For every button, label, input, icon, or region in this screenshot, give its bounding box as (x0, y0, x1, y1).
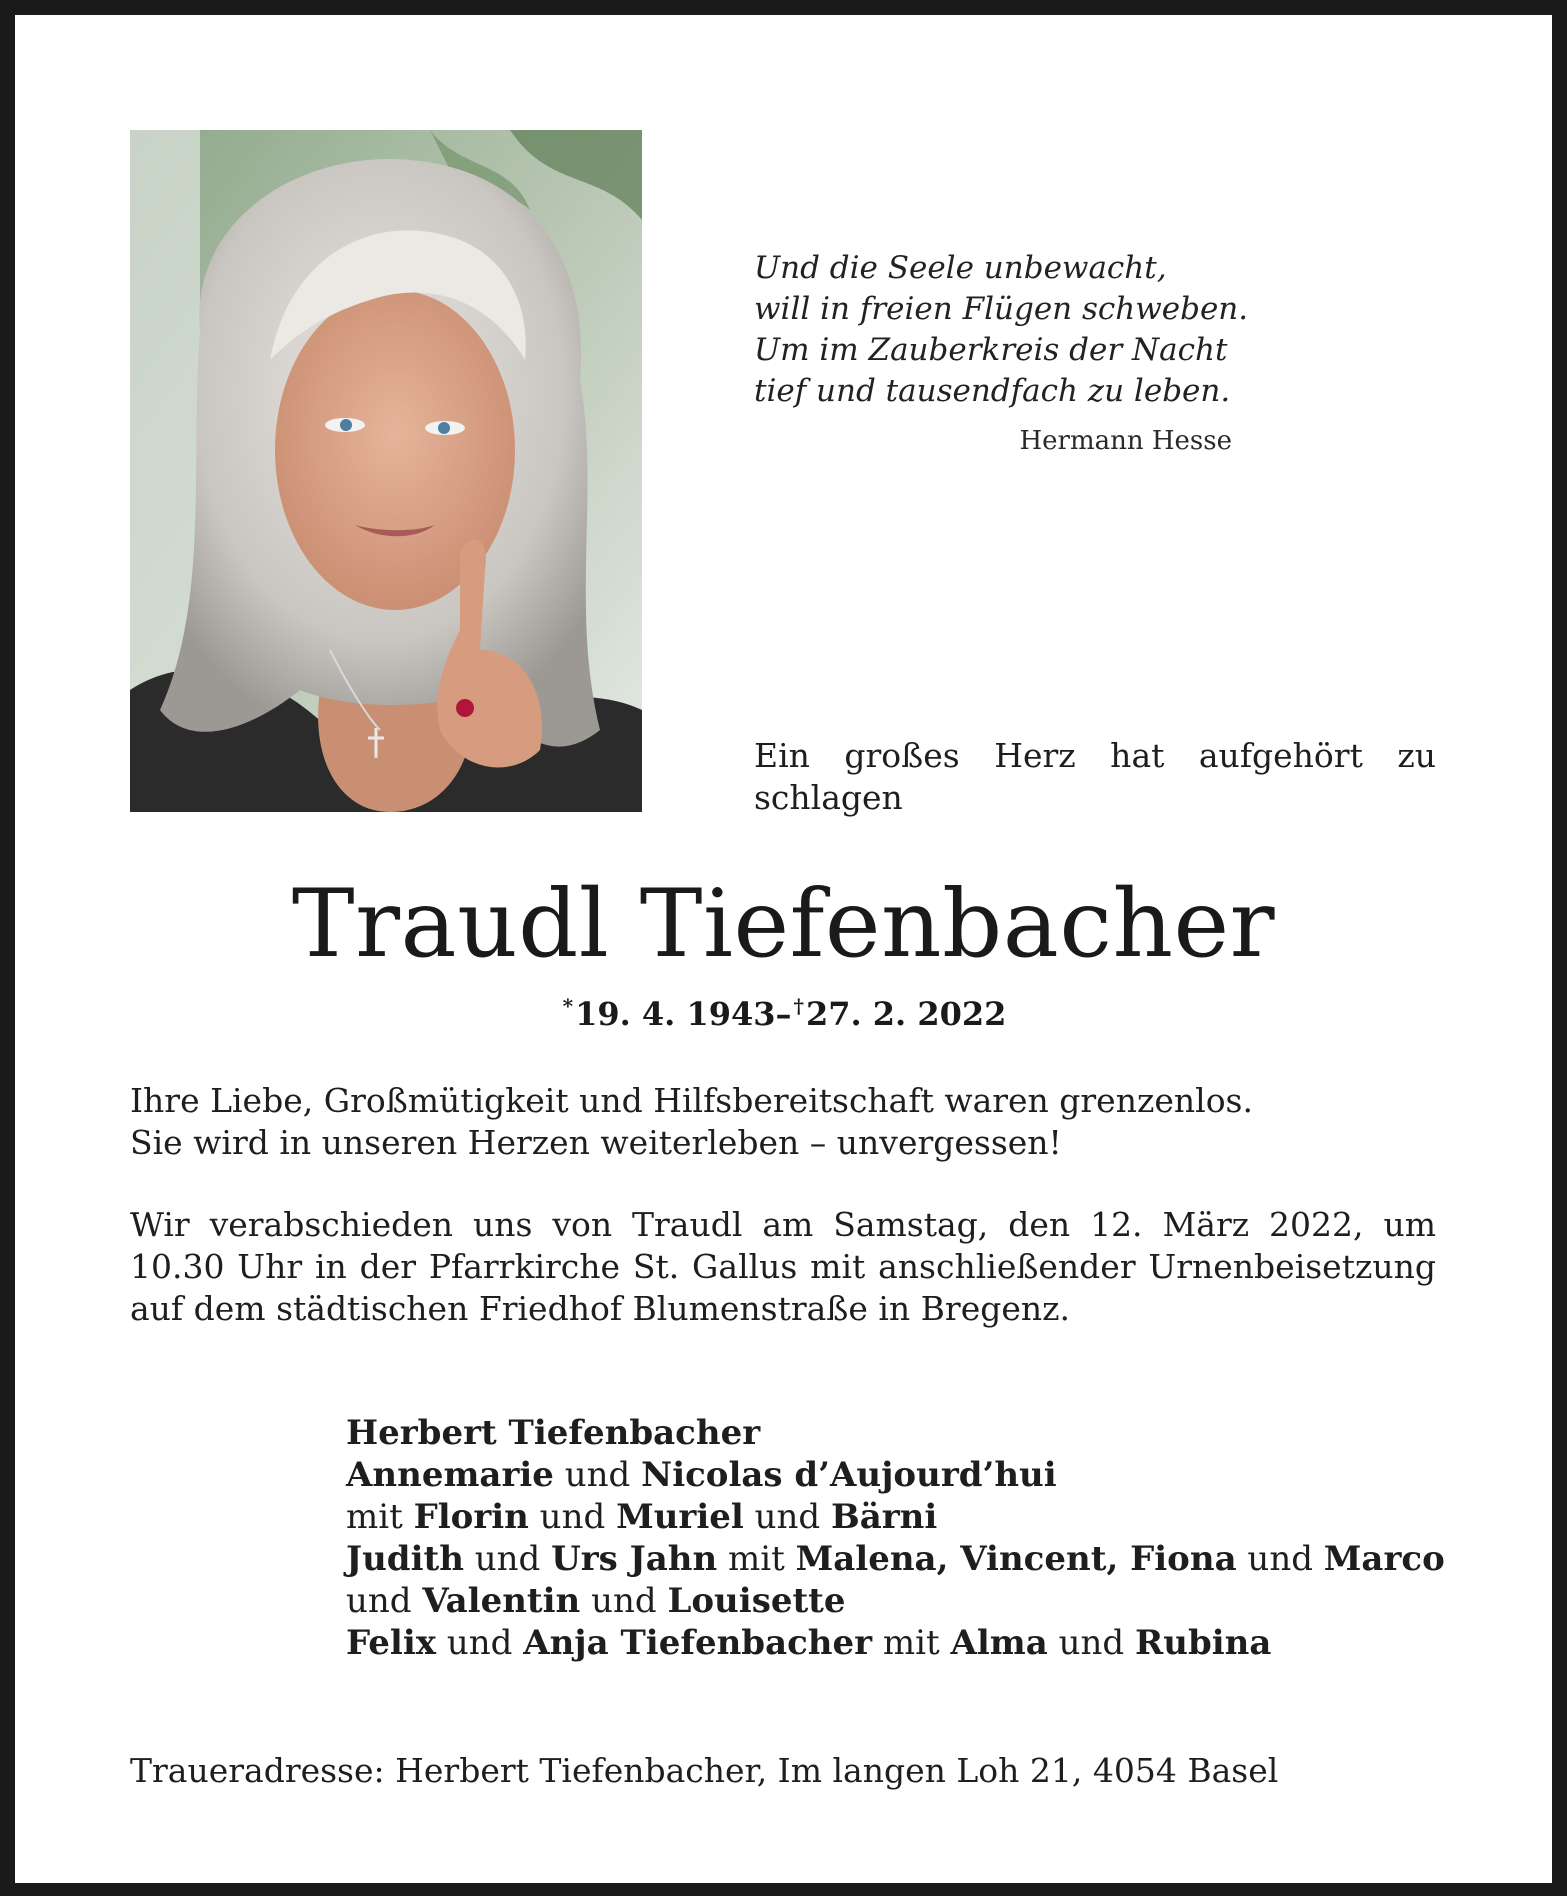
mourner-name: Herbert Tiefenbacher (346, 1413, 761, 1453)
mourners-line (346, 1622, 1446, 1664)
heart-text: Ein großes Herz hat aufgehört zu schlagen (754, 736, 1436, 817)
connector: und (436, 1623, 524, 1663)
mourners-line (346, 1538, 1446, 1580)
connector: und (463, 1539, 552, 1579)
mourners-line (346, 1454, 1446, 1496)
connector: und (553, 1455, 642, 1495)
mourner-name: Judith (346, 1539, 464, 1579)
poem-quote (754, 248, 1274, 456)
mourner-name: Bärni (830, 1497, 938, 1537)
quote-line: tief und tausendfach zu leben. (754, 373, 1231, 409)
deceased-name: Traudl Tiefenbacher (291, 870, 1276, 979)
quote-line: Und die Seele unbewacht, (754, 250, 1167, 286)
connector: und (1047, 1623, 1135, 1663)
mourner-name: Muriel (616, 1497, 744, 1537)
mourner-name: Nicolas d’Aujourd’hui (641, 1455, 1057, 1495)
date-dash: – (775, 995, 792, 1033)
tribute-line: Sie wird in unseren Herzen weiterleben – unvergessen! (130, 1123, 1062, 1162)
birth-symbol: * (562, 994, 574, 1018)
connector: und (1236, 1539, 1324, 1579)
tribute-paragraph (130, 1080, 1436, 1164)
quote-line: will in freien Flügen schweben. (754, 291, 1249, 327)
tribute-line: Ihre Liebe, Großmütigkeit und Hilfsbereitschaft waren grenzenlos. (130, 1081, 1253, 1120)
funeral-line: 10.30 Uhr in der Pfarrkirche St. Gallus mit anschließender Urnenbeisetzung (130, 1247, 1436, 1286)
connector: mit (346, 1497, 414, 1537)
connector: und (743, 1497, 831, 1537)
mourner-name: Felix (346, 1623, 437, 1663)
life-dates (0, 994, 1567, 1033)
mourner-name: Valentin (422, 1581, 581, 1621)
connector: und (580, 1581, 668, 1621)
funeral-paragraph (130, 1204, 1436, 1330)
mourner-name: Florin (413, 1497, 529, 1537)
funeral-line: auf dem städtischen Friedhof Blumenstraße in Bregenz. (130, 1289, 1071, 1328)
mourner-name: Alma (950, 1623, 1048, 1663)
connector: und (528, 1497, 617, 1537)
quote-line: Um im Zauberkreis der Nacht (754, 332, 1228, 368)
connector: mit (872, 1623, 951, 1663)
connector: und (346, 1581, 423, 1621)
funeral-line: Wir verabschieden uns von Traudl am Samstag, den 12. März 2022, um (130, 1205, 1436, 1244)
mourning-address: Traueradresse: Herbert Tiefenbacher, Im langen Loh 21, 4054 Basel (130, 1751, 1279, 1790)
mourners-line (346, 1412, 1446, 1454)
mourner-name: Malena, Vincent, Fiona (795, 1539, 1237, 1579)
mourner-name: Urs Jahn (551, 1539, 718, 1579)
birth-date: 19. 4. 1943 (575, 995, 776, 1033)
mourners-line (346, 1580, 1446, 1622)
mourner-name: Louisette (667, 1581, 846, 1621)
mourners-list (346, 1412, 1446, 1664)
quote-author: Hermann Hesse (1019, 426, 1232, 456)
death-date: 27. 2. 2022 (805, 995, 1007, 1033)
mourner-name: Anja Tiefenbacher (523, 1623, 873, 1663)
death-symbol: † (793, 994, 804, 1018)
mourner-name: Annemarie (346, 1455, 554, 1495)
mourners-line (346, 1496, 1446, 1538)
connector: mit (717, 1539, 796, 1579)
mourner-name: Rubina (1134, 1623, 1272, 1663)
mourner-name: Marco (1323, 1539, 1445, 1579)
portrait-photo (130, 130, 642, 812)
